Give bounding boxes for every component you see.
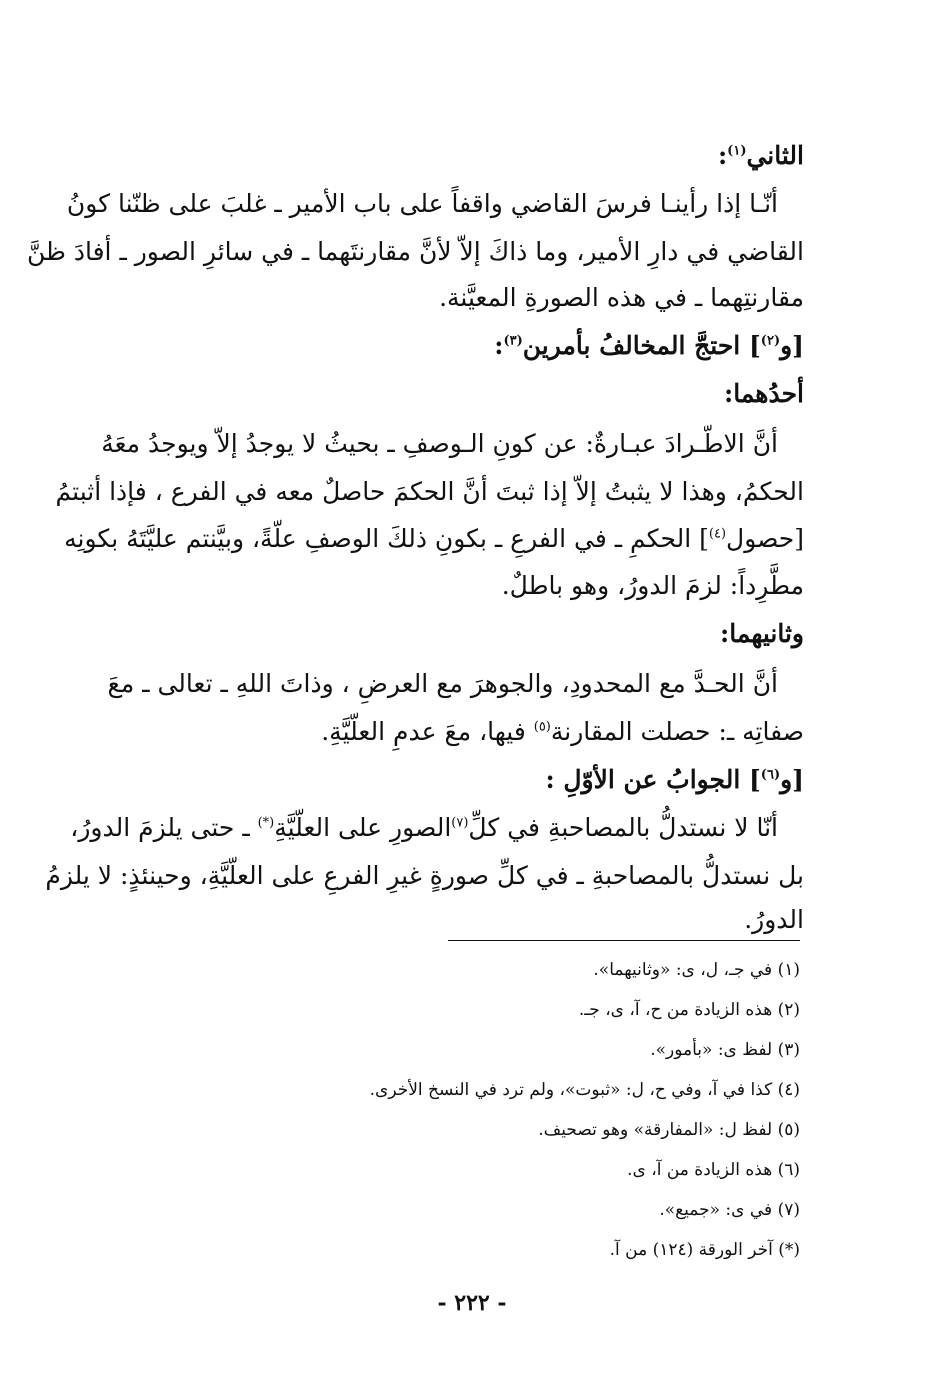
paragraph-line: بل نستدلُّ بالمصاحبةِ ـ في كلِّ صورةٍ غيرِ الفرعِ على العلّيَّةِ، وحينئذٍ: لا يلزمُ xyxy=(45,861,804,890)
footnote: (٤) كذا في آ، وفي ح، ل: «ثبوت»، ولم ترد في النسخ الأخرى. xyxy=(369,1080,800,1100)
footnote: (*) آخر الورقة (١٢٤) من آ. xyxy=(609,1240,800,1260)
footnote-ref: (*) xyxy=(257,815,275,831)
footnote-ref: (٥) xyxy=(533,719,551,735)
footnote-ref: (٦) xyxy=(760,767,781,783)
bracket-open: [و xyxy=(780,765,804,794)
section-heading-second xyxy=(124,136,804,176)
heading-colon: : xyxy=(717,141,728,170)
footnote: (٦) هذه الزيادة من آ، ى. xyxy=(627,1160,800,1180)
section-heading-first: أحدُهما: xyxy=(723,379,804,408)
line-text: ـ حتى يلزمَ الدورُ، xyxy=(70,813,258,842)
paragraph-line: الحكمُ، وهذا لا يثبتُ إلاّ إذا ثبتَ أنَّ الحكمَ حاصلٌ معه في الفرع ، فإذا أثبتمُ xyxy=(55,477,804,506)
paragraph-line: أنَّ الحـدَّ مع المحدودِ، والجوهرَ مع العرضِ ، وذاتَ اللهِ ـ تعالى ـ معَ xyxy=(107,669,778,698)
heading-text: الثاني xyxy=(746,141,804,170)
footnote: (٥) لفظ ل: «المفارقة» وهو تصحيف. xyxy=(538,1120,800,1140)
line-text: الصورِ على العلّيَّةِ xyxy=(274,813,452,842)
paragraph-line xyxy=(64,519,804,559)
paragraph-line: أنَّ الاطّـرادَ عبـارةٌ: عن كونِ الـوصفِ ـ بحيثُ لا يوجدُ إلاّ ويوجدُ معَهُ xyxy=(101,429,778,458)
section-heading-second-argument: وثانيهما: xyxy=(720,619,804,648)
paragraph-line xyxy=(70,808,778,848)
footnote-ref: (٤) xyxy=(708,526,727,542)
footnote-ref: (٣) xyxy=(503,333,523,349)
footnote: (٧) في ى: «جميع». xyxy=(659,1200,800,1220)
paragraph-line: مقارنتِهما ـ في هذه الصورةِ المعيَّنة. xyxy=(439,283,804,312)
footnote-separator xyxy=(448,940,800,941)
section-heading-answer xyxy=(124,760,804,800)
bracket-open: [و xyxy=(780,331,804,360)
heading-text: ] احتجَّ المخالفُ بأمرين xyxy=(522,331,761,360)
footnote: (١) في جـ، ل، ى: «وثانيهما». xyxy=(593,960,800,980)
line-text: فيها، معَ عدمِ العلّيَّةِ. xyxy=(321,717,534,746)
footnote-ref: (٧) xyxy=(451,815,469,831)
footnote-ref: (١) xyxy=(727,143,747,159)
line-text: أنّا لا نستدلُّ بالمصاحبةِ في كلِّ xyxy=(468,813,778,842)
paragraph-line: القاضي في دارِ الأمير، وما ذاكَ إلاّ لأنَّ مقارنتَهما ـ في سائرِ الصور ـ أفادَ ظنَّ xyxy=(26,237,804,266)
paragraph-line: أنّـا إذا رأينـا فرسَ القاضي واقفاً على باب الأمير ـ غلبَ على ظنّنا كونُ xyxy=(66,189,778,218)
heading-text: ] الجوابُ عن الأوّلِ : xyxy=(545,765,761,794)
bracket-open: [حصول xyxy=(726,524,804,553)
paragraph-line: مطَّرِداً: لزمَ الدورُ، وهو باطلٌ. xyxy=(501,571,804,600)
heading-colon: : xyxy=(494,331,504,360)
paragraph-line xyxy=(124,712,804,752)
page-number: - ٢٢٢ - xyxy=(437,1290,507,1316)
section-heading-opponent xyxy=(124,326,804,366)
footnote: (٣) لفظ ى: «بأمور». xyxy=(650,1040,800,1060)
paragraph-line: الدورُ. xyxy=(744,905,804,934)
line-text: صفاتِه ـ: حصلت المقارنة xyxy=(550,717,804,746)
footnote-ref: (٢) xyxy=(760,333,781,349)
footnote: (٢) هذه الزيادة من ح، آ، ى، جـ. xyxy=(578,1000,800,1020)
line-text: ] الحكمِ ـ في الفرعِ ـ بكونِ ذلكَ الوصفِ علّةً، وبيَّنتم عليَّتَهُ بكونِه xyxy=(64,524,709,553)
